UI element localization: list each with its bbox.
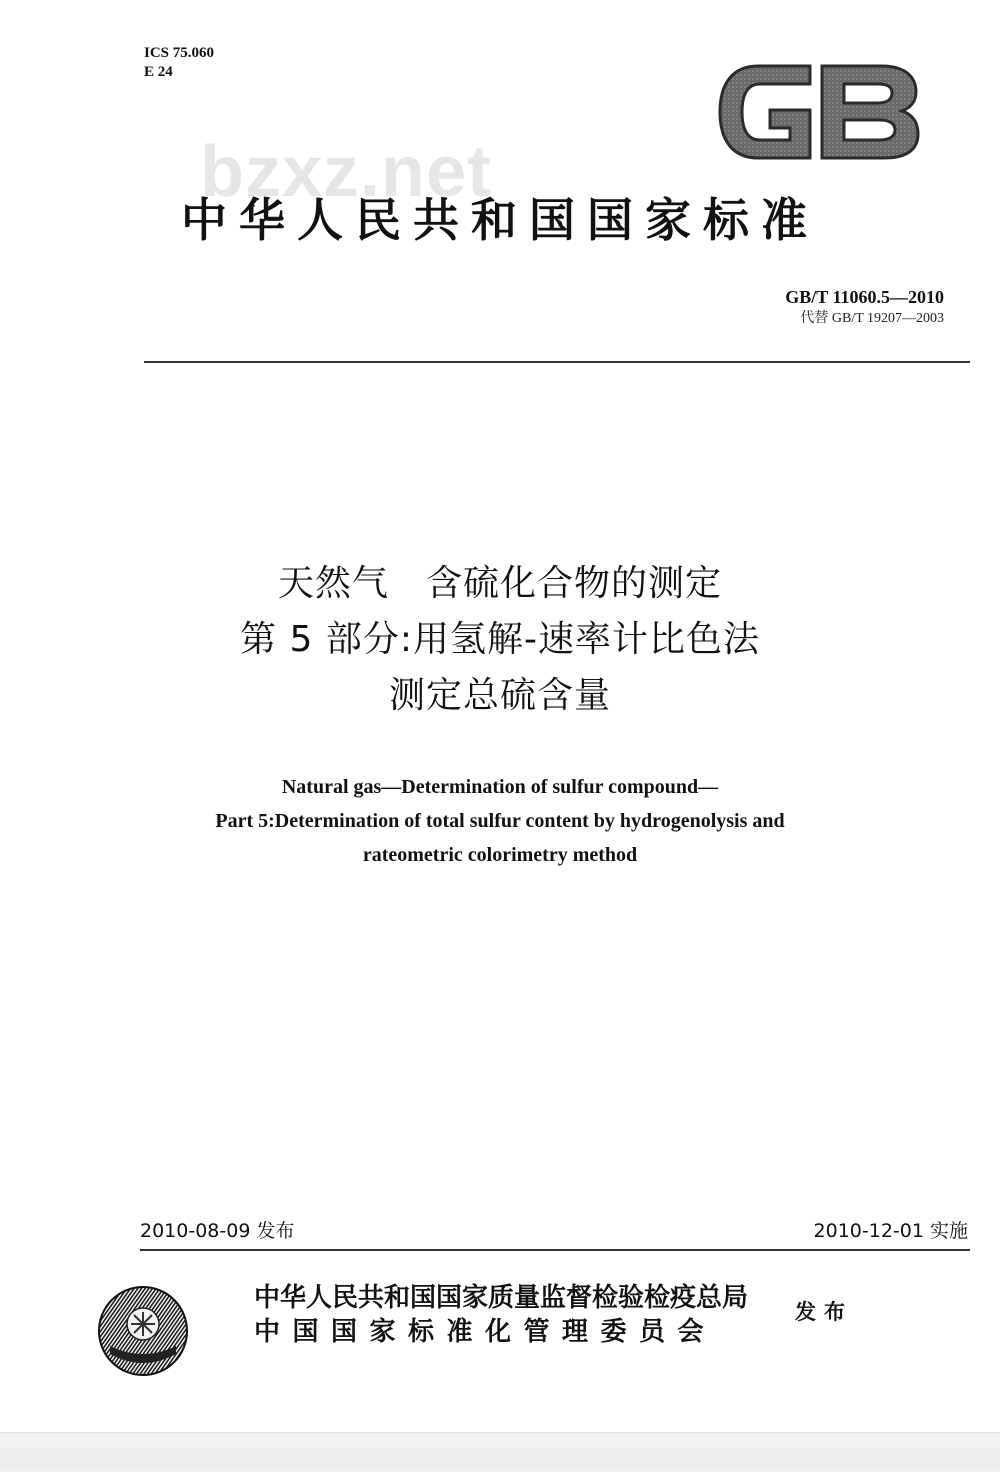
footer-divider [140, 1249, 970, 1251]
chinese-title [0, 556, 1000, 724]
chinese-title-line-2: 第 5 部分:用氢解-速率计比色法 [240, 619, 760, 660]
english-title-line-1: Natural gas—Determination of sulfur compound— [281, 776, 719, 798]
english-title-line-3: rateometric colorimetry method [362, 844, 638, 866]
chinese-title-line-3: 测定总硫含量 [388, 675, 611, 716]
english-title [0, 770, 1000, 872]
issuer-line-1: 中华人民共和国国家质量监督检验检疫总局 [254, 1283, 749, 1313]
replaces-note: 代替 GB/T 19207—2003 [800, 311, 944, 326]
standard-number: GB/T 11060.5—2010 [785, 287, 944, 307]
header-divider [144, 361, 970, 363]
issuer-line-2: 中国国家标准化管理委员会 [254, 1317, 717, 1347]
english-title-line-2: Part 5:Determination of total sulfur content by hydrogenolysis and [215, 810, 785, 832]
chinese-title-line-1: 天然气 含硫化合物的测定 [277, 563, 722, 604]
issue-date: 2010-08-09 发布 [140, 1220, 295, 1242]
main-title: 中华人民共和国国家标准 [181, 193, 819, 247]
issuing-authorities [254, 1281, 748, 1349]
ics-classification [144, 44, 214, 82]
publish-label: 发布 [795, 1299, 853, 1324]
implementation-date: 2010-12-01 实施 [813, 1220, 968, 1242]
seal-emblem-icon [96, 1284, 190, 1378]
ics-code: ICS 75.060 [144, 45, 215, 61]
watermark-text: bzxz.net [200, 132, 493, 212]
ccs-code: E 24 [144, 64, 173, 80]
gb-logo [712, 58, 924, 166]
viewer-bottom-strip [0, 1448, 1000, 1471]
